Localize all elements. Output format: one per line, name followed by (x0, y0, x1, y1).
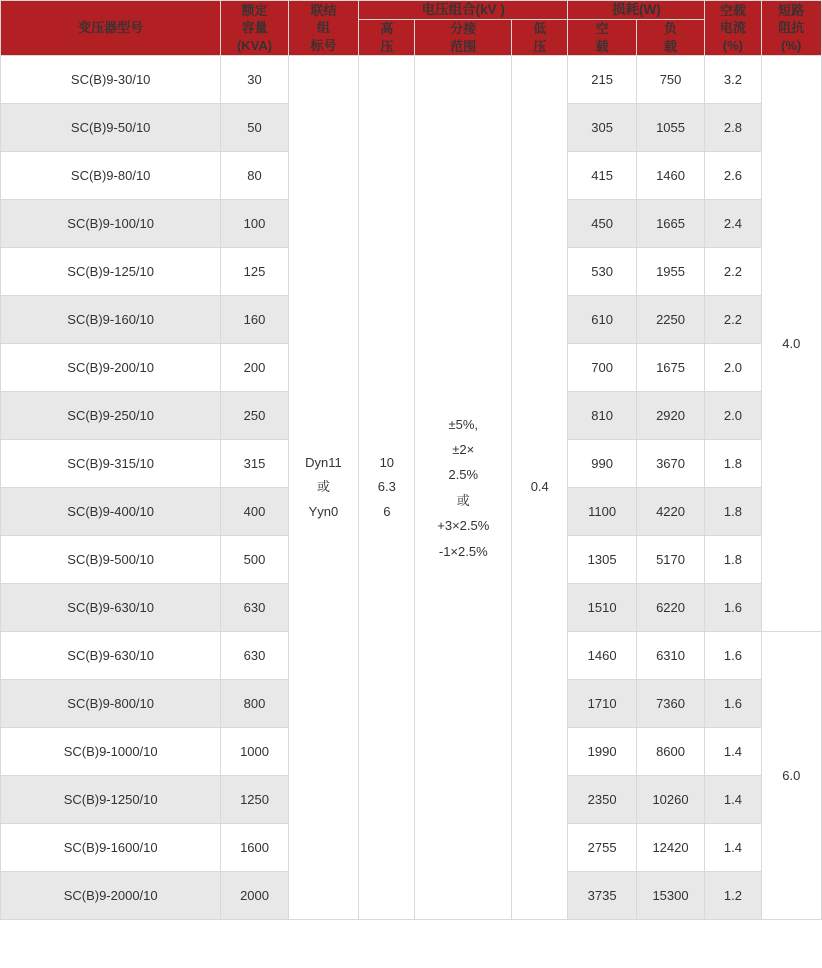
connection-line2: 或 (316, 479, 330, 495)
cell-tap-merged (415, 56, 512, 920)
cell-capacity: 80 (221, 152, 288, 200)
cell-no-load-current: 1.4 (705, 728, 761, 776)
cell-no-load-current: 2.0 (705, 344, 761, 392)
cell-no-load-current: 2.4 (705, 200, 761, 248)
header-load-loss (636, 20, 704, 56)
cell-capacity: 30 (221, 56, 288, 104)
cell-no-load-current: 3.2 (705, 56, 761, 104)
tap-line6: -1×2.5% (438, 543, 488, 559)
header-capacity-line1: 额定 (241, 2, 268, 18)
cell-no-load-current: 2.2 (705, 296, 761, 344)
cell-model: SC(B)9-800/10 (1, 680, 221, 728)
cell-no-load-current: 1.8 (705, 440, 761, 488)
cell-no-load-loss: 1710 (568, 680, 636, 728)
cell-capacity: 1250 (221, 776, 288, 824)
hv-line1: 10 (379, 454, 395, 470)
table-row (1, 56, 822, 104)
cell-model: SC(B)9-400/10 (1, 488, 221, 536)
cell-load-loss: 2250 (636, 296, 704, 344)
cell-model: SC(B)9-100/10 (1, 200, 221, 248)
cell-model: SC(B)9-500/10 (1, 536, 221, 584)
cell-load-loss: 750 (636, 56, 704, 104)
header-impedance-line3: (%) (781, 37, 802, 53)
cell-no-load-loss: 1510 (568, 584, 636, 632)
header-noload-line1: 空 (595, 21, 609, 37)
cell-no-load-current: 1.4 (705, 824, 761, 872)
cell-load-loss: 1675 (636, 344, 704, 392)
cell-load-loss: 8600 (636, 728, 704, 776)
cell-load-loss: 1665 (636, 200, 704, 248)
header-connection (288, 1, 358, 56)
header-load-line1: 负 (664, 21, 678, 37)
cell-no-load-current: 1.8 (705, 488, 761, 536)
cell-model: SC(B)9-30/10 (1, 56, 221, 104)
header-impedance-line2: 阻抗 (778, 20, 805, 36)
cell-no-load-loss: 3735 (568, 872, 636, 920)
cell-hv-merged (359, 56, 415, 920)
cell-no-load-loss: 2350 (568, 776, 636, 824)
header-hv-line1: 高 (380, 21, 394, 37)
cell-no-load-loss: 610 (568, 296, 636, 344)
cell-capacity: 50 (221, 104, 288, 152)
cell-no-load-loss: 1305 (568, 536, 636, 584)
header-impedance (761, 1, 821, 56)
header-no-load-loss (568, 20, 636, 56)
cell-load-loss: 6310 (636, 632, 704, 680)
cell-no-load-current: 2.2 (705, 248, 761, 296)
cell-capacity: 315 (221, 440, 288, 488)
cell-no-load-current: 1.6 (705, 632, 761, 680)
cell-no-load-loss: 415 (568, 152, 636, 200)
header-current-line2: 电流 (719, 20, 746, 36)
header-hv (359, 20, 415, 56)
cell-impedance-merged-1: 4.0 (761, 56, 821, 632)
cell-capacity: 250 (221, 392, 288, 440)
header-hv-line2: 压 (380, 38, 394, 54)
cell-model: SC(B)9-125/10 (1, 248, 221, 296)
cell-capacity: 2000 (221, 872, 288, 920)
tap-line1: ±5%, (448, 416, 479, 432)
cell-no-load-loss: 530 (568, 248, 636, 296)
cell-load-loss: 15300 (636, 872, 704, 920)
cell-no-load-loss: 1100 (568, 488, 636, 536)
cell-load-loss: 1055 (636, 104, 704, 152)
header-load-line2: 载 (664, 38, 678, 54)
header-impedance-line1: 短路 (778, 2, 805, 18)
cell-no-load-loss: 2755 (568, 824, 636, 872)
cell-capacity: 630 (221, 584, 288, 632)
header-noload-line2: 载 (595, 38, 609, 54)
cell-model: SC(B)9-80/10 (1, 152, 221, 200)
cell-no-load-loss: 305 (568, 104, 636, 152)
header-tap-line2: 范围 (450, 38, 477, 54)
cell-load-loss: 3670 (636, 440, 704, 488)
cell-no-load-current: 1.6 (705, 680, 761, 728)
header-voltage-group: 电压组合(kV ) (359, 1, 568, 20)
cell-model: SC(B)9-1600/10 (1, 824, 221, 872)
cell-model: SC(B)9-160/10 (1, 296, 221, 344)
cell-no-load-current: 1.6 (705, 584, 761, 632)
cell-capacity: 125 (221, 248, 288, 296)
cell-model: SC(B)9-1250/10 (1, 776, 221, 824)
cell-model: SC(B)9-200/10 (1, 344, 221, 392)
cell-model: SC(B)9-315/10 (1, 440, 221, 488)
header-current-line3: (%) (722, 37, 744, 53)
header-lv-line1: 低 (533, 21, 547, 37)
cell-model: SC(B)9-630/10 (1, 632, 221, 680)
cell-model: SC(B)9-630/10 (1, 584, 221, 632)
cell-capacity: 200 (221, 344, 288, 392)
cell-load-loss: 5170 (636, 536, 704, 584)
cell-model: SC(B)9-250/10 (1, 392, 221, 440)
tap-line2: ±2× (452, 442, 475, 458)
cell-no-load-loss: 215 (568, 56, 636, 104)
cell-no-load-current: 2.8 (705, 104, 761, 152)
cell-load-loss: 12420 (636, 824, 704, 872)
cell-no-load-loss: 810 (568, 392, 636, 440)
header-row-top (1, 1, 822, 20)
hv-line3: 6 (383, 504, 391, 520)
cell-impedance-merged-2: 6.0 (761, 632, 821, 920)
header-capacity-line3: (KVA) (236, 37, 273, 53)
header-connection-line1: 联结 (310, 2, 337, 18)
cell-capacity: 400 (221, 488, 288, 536)
table-body (1, 56, 822, 920)
cell-no-load-current: 2.6 (705, 152, 761, 200)
cell-capacity: 800 (221, 680, 288, 728)
header-loss-group: 损耗(W) (568, 1, 705, 20)
cell-capacity: 160 (221, 296, 288, 344)
header-current-line1: 空载 (719, 2, 746, 18)
cell-load-loss: 7360 (636, 680, 704, 728)
cell-model: SC(B)9-1000/10 (1, 728, 221, 776)
cell-load-loss: 10260 (636, 776, 704, 824)
cell-lv-merged: 0.4 (512, 56, 568, 920)
table-header (1, 1, 822, 56)
header-lv (512, 20, 568, 56)
cell-load-loss: 2920 (636, 392, 704, 440)
header-lv-line2: 压 (533, 38, 547, 54)
header-tap-line1: 分接 (450, 21, 477, 37)
cell-load-loss: 4220 (636, 488, 704, 536)
header-model: 变压器型号 (1, 1, 221, 56)
header-capacity-line2: 容量 (241, 20, 268, 36)
cell-connection-merged (288, 56, 358, 920)
tap-line3: 2.5% (448, 467, 479, 483)
cell-no-load-loss: 1460 (568, 632, 636, 680)
cell-capacity: 1000 (221, 728, 288, 776)
tap-line5: +3×2.5% (437, 518, 490, 534)
cell-no-load-current: 2.0 (705, 392, 761, 440)
hv-line2: 6.3 (377, 479, 396, 495)
header-no-load-current (705, 1, 761, 56)
cell-load-loss: 1460 (636, 152, 704, 200)
cell-capacity: 1600 (221, 824, 288, 872)
cell-no-load-loss: 1990 (568, 728, 636, 776)
header-tap-range (415, 20, 512, 56)
cell-no-load-current: 1.8 (705, 536, 761, 584)
cell-no-load-loss: 700 (568, 344, 636, 392)
cell-no-load-loss: 450 (568, 200, 636, 248)
tap-line4: 或 (456, 492, 470, 508)
header-connection-line2: 组 (316, 20, 330, 36)
cell-no-load-current: 1.4 (705, 776, 761, 824)
cell-model: SC(B)9-2000/10 (1, 872, 221, 920)
header-connection-line3: 标号 (310, 37, 337, 53)
cell-capacity: 500 (221, 536, 288, 584)
cell-model: SC(B)9-50/10 (1, 104, 221, 152)
cell-no-load-current: 1.2 (705, 872, 761, 920)
header-capacity (221, 1, 288, 56)
cell-load-loss: 6220 (636, 584, 704, 632)
cell-capacity: 630 (221, 632, 288, 680)
connection-line3: Yyn0 (308, 504, 339, 520)
cell-no-load-loss: 990 (568, 440, 636, 488)
cell-capacity: 100 (221, 200, 288, 248)
cell-load-loss: 1955 (636, 248, 704, 296)
connection-line1: Dyn11 (305, 454, 342, 470)
